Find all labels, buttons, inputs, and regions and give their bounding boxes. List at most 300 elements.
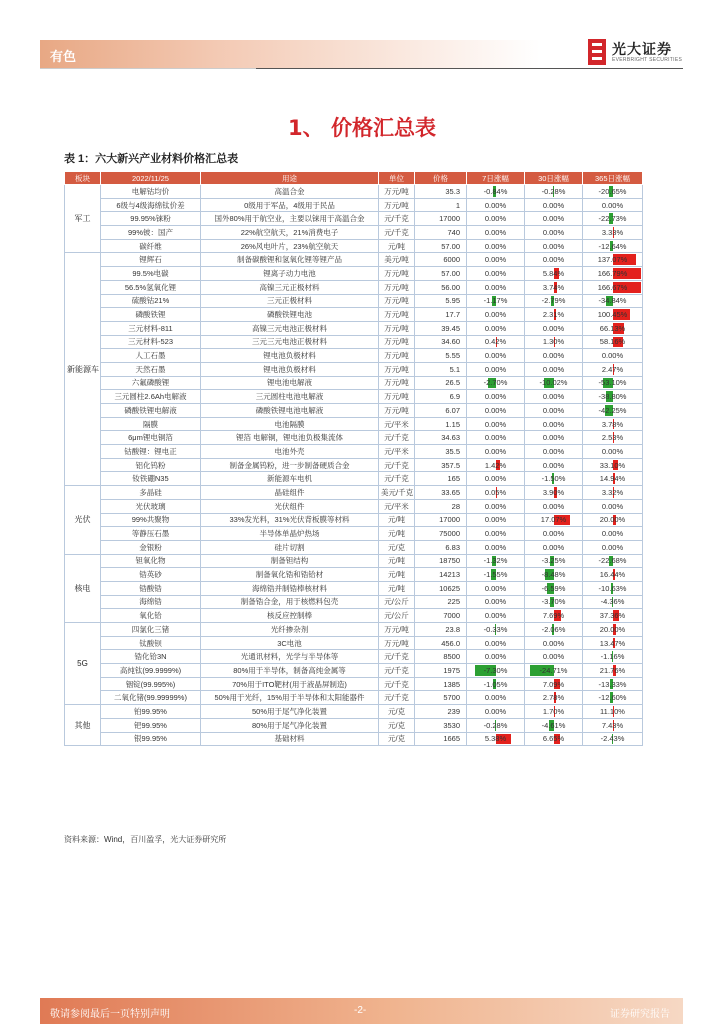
price-cell: 26.5 bbox=[415, 376, 467, 390]
change-value: 20.00% bbox=[599, 624, 626, 634]
change-cell bbox=[525, 321, 583, 335]
price-cell: 17.7 bbox=[415, 308, 467, 322]
table-row bbox=[65, 198, 643, 212]
change-cell bbox=[467, 472, 525, 486]
change-cell bbox=[525, 390, 583, 404]
change-cell bbox=[583, 581, 643, 595]
change-value: 3.33% bbox=[601, 227, 624, 237]
table-row bbox=[65, 417, 643, 431]
material-cell: 三元材料-811 bbox=[101, 321, 201, 335]
section-category: 有色 bbox=[50, 49, 77, 64]
usage-cell: 锂电池电解液 bbox=[201, 376, 379, 390]
change-cell bbox=[583, 226, 643, 240]
change-value: 33.10% bbox=[599, 460, 626, 470]
change-value: 0.00% bbox=[542, 364, 565, 374]
change-cell bbox=[583, 280, 643, 294]
change-value: 1.42% bbox=[484, 460, 507, 470]
change-value: 0.00% bbox=[542, 351, 565, 361]
change-value: 0.00% bbox=[484, 282, 507, 292]
unit-cell: 万元/吨 bbox=[379, 390, 415, 404]
material-cell: 钽氧化物 bbox=[101, 554, 201, 568]
table-row bbox=[65, 308, 643, 322]
unit-cell: 万元/吨 bbox=[379, 321, 415, 335]
table-row bbox=[65, 595, 643, 609]
table-row bbox=[65, 650, 643, 664]
change-value: -1.05% bbox=[483, 679, 508, 689]
change-cell bbox=[525, 486, 583, 500]
change-value: 0.00% bbox=[542, 323, 565, 333]
unit-cell: 元/千克 bbox=[379, 691, 415, 705]
unit-cell: 元/千克 bbox=[379, 677, 415, 691]
usage-cell: 制备锆合金，用于核燃料包壳 bbox=[201, 595, 379, 609]
usage-cell: 50%用于尾气净化装置 bbox=[201, 705, 379, 719]
change-value: 0.00% bbox=[542, 200, 565, 210]
usage-cell: 制备金属钨粉，进一步制备硬质合金 bbox=[201, 458, 379, 472]
change-cell bbox=[583, 554, 643, 568]
change-value: 6.65% bbox=[542, 734, 565, 744]
table-row bbox=[65, 458, 643, 472]
change-value: -1.50% bbox=[541, 474, 566, 484]
change-value: -4.61% bbox=[541, 720, 566, 730]
change-value: 14.94% bbox=[599, 474, 626, 484]
change-value: 7.09% bbox=[542, 679, 565, 689]
price-cell: 1.15 bbox=[415, 417, 467, 431]
table-row bbox=[65, 527, 643, 541]
material-cell: 磷酸铁锂 bbox=[101, 308, 201, 322]
change-cell bbox=[467, 280, 525, 294]
change-value: -7.30% bbox=[483, 665, 508, 675]
change-value: 0.00% bbox=[601, 501, 624, 511]
change-value: 166.79% bbox=[597, 268, 628, 278]
change-value: 0.00% bbox=[484, 405, 507, 415]
change-cell bbox=[525, 718, 583, 732]
price-cell: 239 bbox=[415, 705, 467, 719]
change-cell bbox=[467, 623, 525, 637]
material-cell: 电解钴均价 bbox=[101, 185, 201, 199]
unit-cell: 元/吨 bbox=[379, 581, 415, 595]
usage-cell: 22%航空航天，21%消费电子 bbox=[201, 226, 379, 240]
change-value: 0.00% bbox=[542, 446, 565, 456]
change-cell bbox=[583, 732, 643, 746]
change-value: -12.60% bbox=[598, 693, 627, 703]
price-cell: 6.07 bbox=[415, 404, 467, 418]
change-cell bbox=[583, 417, 643, 431]
table-row bbox=[65, 212, 643, 226]
change-value: 66.13% bbox=[599, 323, 626, 333]
price-cell: 75000 bbox=[415, 527, 467, 541]
material-cell: 碳纤维 bbox=[101, 239, 201, 253]
change-value: 0.00% bbox=[484, 693, 507, 703]
change-cell bbox=[525, 472, 583, 486]
change-cell bbox=[525, 513, 583, 527]
usage-cell: 锂箔 电解铜，锂电池负极集流体 bbox=[201, 431, 379, 445]
change-cell bbox=[467, 609, 525, 623]
change-cell bbox=[525, 212, 583, 226]
change-cell bbox=[583, 705, 643, 719]
change-cell bbox=[525, 691, 583, 705]
change-value: 0.00% bbox=[542, 405, 565, 415]
unit-cell: 元/千克 bbox=[379, 664, 415, 678]
usage-cell: 三元正极材料 bbox=[201, 294, 379, 308]
usage-cell: 锂电池负极材料 bbox=[201, 362, 379, 376]
table-header-row bbox=[65, 172, 643, 185]
change-cell bbox=[525, 636, 583, 650]
change-value: -20.65% bbox=[598, 186, 627, 196]
change-cell bbox=[525, 623, 583, 637]
price-cell: 57.00 bbox=[415, 239, 467, 253]
unit-cell: 万元/吨 bbox=[379, 362, 415, 376]
change-value: -6.59% bbox=[541, 583, 566, 593]
change-value: 3.74% bbox=[542, 282, 565, 292]
change-cell bbox=[467, 376, 525, 390]
table-row bbox=[65, 664, 643, 678]
table-row bbox=[65, 691, 643, 705]
change-cell bbox=[467, 445, 525, 459]
change-cell bbox=[525, 609, 583, 623]
change-cell bbox=[467, 362, 525, 376]
change-value: -34.84% bbox=[598, 296, 627, 306]
change-cell bbox=[525, 732, 583, 746]
column-header: 价格 bbox=[415, 172, 467, 185]
change-value: 0.00% bbox=[542, 241, 565, 251]
unit-cell: 万元/吨 bbox=[379, 267, 415, 281]
change-value: -2.70% bbox=[483, 378, 508, 388]
change-value: 0.00% bbox=[542, 433, 565, 443]
change-cell bbox=[525, 198, 583, 212]
price-cell: 5700 bbox=[415, 691, 467, 705]
change-cell bbox=[467, 554, 525, 568]
change-value: 17.07% bbox=[540, 515, 567, 525]
unit-cell: 万元/吨 bbox=[379, 376, 415, 390]
change-cell bbox=[467, 527, 525, 541]
table-row bbox=[65, 732, 643, 746]
table-row bbox=[65, 554, 643, 568]
material-cell: 钛酸钡 bbox=[101, 636, 201, 650]
table-row bbox=[65, 472, 643, 486]
material-cell: 天然石墨 bbox=[101, 362, 201, 376]
change-value: 137.07% bbox=[597, 255, 628, 265]
change-cell bbox=[467, 458, 525, 472]
change-cell bbox=[467, 636, 525, 650]
change-value: 2.53% bbox=[601, 433, 624, 443]
table-row bbox=[65, 718, 643, 732]
change-cell bbox=[467, 568, 525, 582]
usage-cell: 高温合金 bbox=[201, 185, 379, 199]
material-cell: 99.5%电碳 bbox=[101, 267, 201, 281]
table-row bbox=[65, 349, 643, 363]
unit-cell: 元/公斤 bbox=[379, 595, 415, 609]
change-cell bbox=[467, 513, 525, 527]
unit-cell: 元/克 bbox=[379, 705, 415, 719]
table-row bbox=[65, 445, 643, 459]
price-cell: 14213 bbox=[415, 568, 467, 582]
change-value: 0.00% bbox=[484, 515, 507, 525]
table-row bbox=[65, 321, 643, 335]
change-cell bbox=[467, 239, 525, 253]
change-value: 3.32% bbox=[601, 487, 624, 497]
unit-cell: 元/千克 bbox=[379, 431, 415, 445]
change-cell bbox=[525, 267, 583, 281]
table-row bbox=[65, 499, 643, 513]
change-value: -8.48% bbox=[541, 570, 566, 580]
usage-cell: 电池隔膜 bbox=[201, 417, 379, 431]
change-cell bbox=[467, 650, 525, 664]
change-value: 100.45% bbox=[597, 310, 628, 320]
change-cell bbox=[583, 198, 643, 212]
change-value: 0.00% bbox=[542, 392, 565, 402]
material-cell: 硫酸钴21% bbox=[101, 294, 201, 308]
change-cell bbox=[583, 321, 643, 335]
change-cell bbox=[525, 280, 583, 294]
price-cell: 10625 bbox=[415, 581, 467, 595]
material-cell: 四氯化三锗 bbox=[101, 623, 201, 637]
price-cell: 1665 bbox=[415, 732, 467, 746]
column-header: 2022/11/25 bbox=[101, 172, 201, 185]
unit-cell: 元/千克 bbox=[379, 212, 415, 226]
material-cell: 钴酸锂：锂电正 bbox=[101, 445, 201, 459]
unit-cell: 万元/吨 bbox=[379, 404, 415, 418]
table-row bbox=[65, 581, 643, 595]
column-header: 板块 bbox=[65, 172, 101, 185]
company-logo bbox=[588, 38, 688, 68]
change-cell bbox=[467, 595, 525, 609]
change-cell bbox=[583, 472, 643, 486]
price-cell: 1975 bbox=[415, 664, 467, 678]
change-value: -1.32% bbox=[483, 556, 508, 566]
change-value: -22.73% bbox=[598, 214, 627, 224]
price-summary-table bbox=[64, 171, 643, 746]
change-value: -0.28% bbox=[483, 720, 508, 730]
change-value: 0.00% bbox=[542, 255, 565, 265]
change-cell bbox=[467, 226, 525, 240]
price-cell: 35.5 bbox=[415, 445, 467, 459]
change-value: -42.25% bbox=[598, 405, 627, 415]
change-value: 20.00% bbox=[599, 515, 626, 525]
table-row bbox=[65, 362, 643, 376]
change-cell bbox=[467, 431, 525, 445]
change-cell bbox=[583, 691, 643, 705]
material-cell: 铝化钨粉 bbox=[101, 458, 201, 472]
change-cell bbox=[583, 390, 643, 404]
usage-cell: 锂电池负极材料 bbox=[201, 349, 379, 363]
price-cell: 6.83 bbox=[415, 540, 467, 554]
change-cell bbox=[467, 718, 525, 732]
change-value: 2.47% bbox=[601, 364, 624, 374]
change-value: 11.10% bbox=[600, 706, 625, 716]
change-value: 0.00% bbox=[484, 638, 507, 648]
usage-cell: 50%用于光纤，15%用于半导体和太阳能器件 bbox=[201, 691, 379, 705]
change-cell bbox=[525, 445, 583, 459]
column-header: 30日涨幅 bbox=[525, 172, 583, 185]
price-cell: 165 bbox=[415, 472, 467, 486]
usage-cell: 高镍三元电池正极材料 bbox=[201, 321, 379, 335]
table-row bbox=[65, 185, 643, 199]
header-band bbox=[40, 40, 540, 68]
material-cell: 光伏玻璃 bbox=[101, 499, 201, 513]
usage-cell: 80%用于尾气净化装置 bbox=[201, 718, 379, 732]
change-value: -10.63% bbox=[598, 583, 627, 593]
change-value: 2.31% bbox=[542, 310, 565, 320]
unit-cell: 万元/吨 bbox=[379, 623, 415, 637]
logo-subtext: EVERBRIGHT SECURITIES bbox=[612, 57, 683, 63]
change-value: 0.00% bbox=[484, 501, 507, 511]
usage-cell: 硅片切割 bbox=[201, 540, 379, 554]
change-value: 0.00% bbox=[601, 529, 624, 539]
price-cell: 17000 bbox=[415, 513, 467, 527]
material-cell: 6级与4级海绵钛价差 bbox=[101, 198, 201, 212]
change-value: 0.00% bbox=[542, 638, 565, 648]
material-cell: 人工石墨 bbox=[101, 349, 201, 363]
change-value: -22.68% bbox=[598, 556, 627, 566]
change-cell bbox=[583, 527, 643, 541]
change-value: -1.17% bbox=[483, 296, 508, 306]
change-cell bbox=[525, 568, 583, 582]
material-cell: 铂99.95% bbox=[101, 705, 201, 719]
change-cell bbox=[583, 718, 643, 732]
change-value: 7.43% bbox=[601, 720, 624, 730]
change-cell bbox=[525, 650, 583, 664]
change-value: 1.70% bbox=[542, 706, 565, 716]
table-row bbox=[65, 253, 643, 267]
usage-cell: 磷酸铁锂电池 bbox=[201, 308, 379, 322]
change-cell bbox=[583, 212, 643, 226]
price-cell: 56.00 bbox=[415, 280, 467, 294]
change-cell bbox=[467, 499, 525, 513]
change-cell bbox=[525, 458, 583, 472]
change-cell bbox=[467, 581, 525, 595]
table-row bbox=[65, 540, 643, 554]
material-cell: 海绵锆 bbox=[101, 595, 201, 609]
change-cell bbox=[467, 404, 525, 418]
change-cell bbox=[525, 664, 583, 678]
usage-cell: 高镍三元正极材料 bbox=[201, 280, 379, 294]
unit-cell: 万元/吨 bbox=[379, 185, 415, 199]
usage-cell: 制备碳酸锂和氢氧化锂等锂产品 bbox=[201, 253, 379, 267]
change-cell bbox=[583, 595, 643, 609]
price-cell: 8500 bbox=[415, 650, 467, 664]
sector-cell: 光伏 bbox=[65, 486, 101, 554]
change-cell bbox=[525, 705, 583, 719]
material-cell: 56.5%氢氧化锂 bbox=[101, 280, 201, 294]
change-value: 0.00% bbox=[484, 200, 507, 210]
change-cell bbox=[583, 335, 643, 349]
material-cell: 6μm锂电铜箔 bbox=[101, 431, 201, 445]
table-row bbox=[65, 390, 643, 404]
price-cell: 57.00 bbox=[415, 267, 467, 281]
change-value: 0.00% bbox=[484, 706, 507, 716]
logo-text: 光大证券 bbox=[612, 41, 672, 57]
price-cell: 34.60 bbox=[415, 335, 467, 349]
section-title: 1、 价格汇总表 bbox=[288, 116, 436, 140]
material-cell: 氧化铪 bbox=[101, 609, 201, 623]
change-cell bbox=[525, 581, 583, 595]
price-cell: 1 bbox=[415, 198, 467, 212]
change-cell bbox=[583, 486, 643, 500]
usage-cell: 制备氧化锆和锆铪材 bbox=[201, 568, 379, 582]
change-value: 0.05% bbox=[484, 487, 507, 497]
usage-cell: 70%用于ITO靶材(用于液晶屏制造) bbox=[201, 677, 379, 691]
change-value: 5.84% bbox=[542, 268, 565, 278]
change-value: 0.00% bbox=[484, 255, 507, 265]
change-value: 0.00% bbox=[542, 214, 565, 224]
change-value: 0.00% bbox=[601, 446, 624, 456]
material-cell: 锆化铪3N bbox=[101, 650, 201, 664]
change-cell bbox=[583, 239, 643, 253]
usage-cell: 晶硅组件 bbox=[201, 486, 379, 500]
change-cell bbox=[467, 294, 525, 308]
unit-cell: 元/克 bbox=[379, 540, 415, 554]
change-value: 0.42% bbox=[484, 337, 507, 347]
change-cell bbox=[583, 349, 643, 363]
change-cell bbox=[525, 376, 583, 390]
usage-cell: 核反应控制棒 bbox=[201, 609, 379, 623]
unit-cell: 元/千克 bbox=[379, 650, 415, 664]
change-value: 0.00% bbox=[542, 529, 565, 539]
change-cell bbox=[467, 664, 525, 678]
sector-cell: 其他 bbox=[65, 705, 101, 746]
change-value: -1.16% bbox=[600, 652, 625, 662]
change-value: 3.90% bbox=[542, 487, 565, 497]
change-cell bbox=[525, 540, 583, 554]
change-value: 0.00% bbox=[484, 268, 507, 278]
material-cell: 锆酸锆 bbox=[101, 581, 201, 595]
change-cell bbox=[525, 335, 583, 349]
change-cell bbox=[525, 226, 583, 240]
change-value: 0.00% bbox=[484, 351, 507, 361]
change-value: 0.00% bbox=[484, 310, 507, 320]
price-cell: 225 bbox=[415, 595, 467, 609]
usage-cell: 电池外壳 bbox=[201, 445, 379, 459]
change-value: -12.64% bbox=[598, 241, 627, 251]
change-cell bbox=[467, 705, 525, 719]
change-value: 0.00% bbox=[484, 542, 507, 552]
usage-cell: 海绵锆并制锆棒核材料 bbox=[201, 581, 379, 595]
footer-disclaimer: 敬请参阅最后一页特别声明 bbox=[50, 1009, 170, 1020]
usage-cell: 磷酸铁锂电池电解液 bbox=[201, 404, 379, 418]
unit-cell: 美元/吨 bbox=[379, 253, 415, 267]
table-row bbox=[65, 677, 643, 691]
change-cell bbox=[467, 335, 525, 349]
unit-cell: 元/千克 bbox=[379, 226, 415, 240]
change-cell bbox=[525, 431, 583, 445]
table-row bbox=[65, 609, 643, 623]
change-value: 166.67% bbox=[597, 282, 628, 292]
unit-cell: 元/吨 bbox=[379, 527, 415, 541]
change-cell bbox=[525, 499, 583, 513]
change-value: 0.00% bbox=[484, 529, 507, 539]
unit-cell: 元/平米 bbox=[379, 499, 415, 513]
change-value: 37.36% bbox=[599, 611, 626, 621]
change-cell bbox=[583, 376, 643, 390]
unit-cell: 元/公斤 bbox=[379, 609, 415, 623]
usage-cell: 33%发光料，31%光伏背板膜等材料 bbox=[201, 513, 379, 527]
column-header: 7日涨幅 bbox=[467, 172, 525, 185]
price-cell: 357.5 bbox=[415, 458, 467, 472]
price-cell: 17000 bbox=[415, 212, 467, 226]
table-row bbox=[65, 513, 643, 527]
unit-cell: 万元/吨 bbox=[379, 349, 415, 363]
change-value: -3.70% bbox=[541, 597, 566, 607]
change-value: 0.00% bbox=[484, 323, 507, 333]
change-cell bbox=[467, 267, 525, 281]
change-cell bbox=[467, 349, 525, 363]
material-cell: 99.95%铼粉 bbox=[101, 212, 201, 226]
material-cell: 银99.95% bbox=[101, 732, 201, 746]
unit-cell: 万元/吨 bbox=[379, 294, 415, 308]
usage-cell: 26%风电叶片，23%航空航天 bbox=[201, 239, 379, 253]
change-value: 0.00% bbox=[484, 214, 507, 224]
change-cell bbox=[583, 445, 643, 459]
